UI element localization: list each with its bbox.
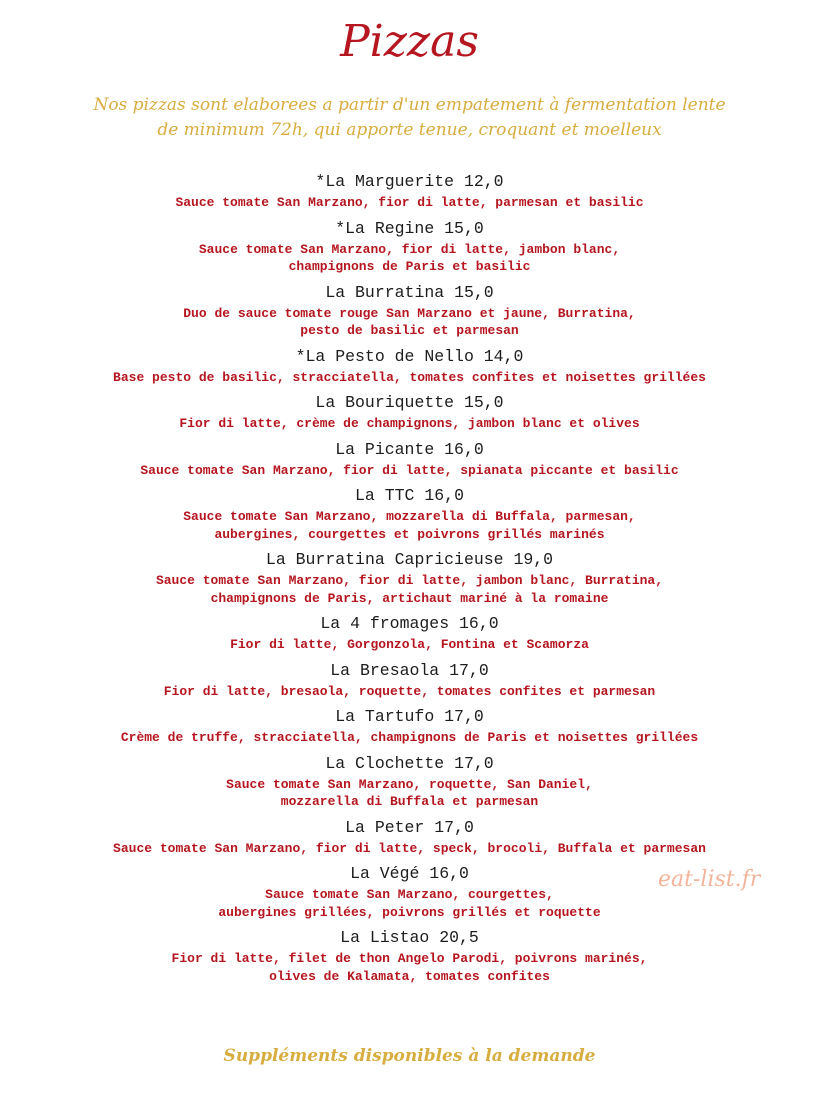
intro-line: Nos pizzas sont elaborees a partir d'un empatement à fermentation lente	[93, 95, 726, 115]
pizza-item	[0, 281, 819, 340]
pizza-item	[0, 438, 819, 480]
pizza-item	[0, 391, 819, 433]
pizza-description-line: Sauce tomate San Marzano, fior di latte, jambon blanc, Burratina,	[155, 573, 664, 588]
pizza-description	[0, 572, 819, 607]
pizza-description	[0, 950, 819, 985]
pizza-price: 19,0	[513, 550, 554, 569]
intro-text	[30, 93, 789, 143]
pizza-item	[0, 170, 819, 212]
pizza-name: La Burratina Capricieuse	[265, 550, 504, 569]
intro-line: de minimum 72h, qui apporte tenue, croquant et moelleux	[157, 120, 662, 140]
pizza-description-line: Fior di latte, bresaola, roquette, tomates confites et parmesan	[163, 683, 656, 699]
pizza-price: 15,0	[463, 393, 504, 412]
pizza-description	[0, 683, 819, 701]
pizza-name: La Burratina	[325, 282, 445, 302]
pizza-description-line: Duo de sauce tomate rouge San Marzano et jaune, Burratina,	[183, 305, 636, 321]
pizza-price: 17,0	[434, 817, 474, 837]
pizza-name: La Listao	[340, 928, 430, 947]
pizza-description-line: Base pesto de basilic, stracciatella, tomates confites et noisettes grillées	[113, 369, 706, 385]
pizza-name: *La Regine	[335, 218, 435, 238]
pizza-description-line: Sauce tomate San Marzano, fior di latte, speck, brocoli, Buffala et parmesan	[113, 840, 706, 856]
pizza-description-line: aubergines, courgettes et poivrons grillés marinés	[214, 526, 605, 542]
pizza-name: La Tartufo	[335, 707, 435, 726]
pizza-description	[0, 729, 819, 747]
pizza-item	[0, 752, 819, 811]
pizza-header	[0, 217, 819, 241]
pizza-price: 14,0	[483, 346, 524, 366]
pizza-price: 12,0	[463, 172, 504, 191]
pizza-description	[0, 462, 819, 480]
pizza-price: 15,0	[444, 218, 484, 238]
pizza-name: La Végé	[350, 864, 420, 883]
pizza-description-line: Sauce tomate San Marzano, fior di latte, parmesan et basilic	[175, 195, 644, 210]
pizza-header	[0, 705, 819, 729]
pizza-description-line: champignons de Paris, artichaut mariné à la romaine	[210, 590, 609, 606]
watermark-text: eat-list.fr	[658, 867, 761, 892]
pizza-description	[0, 369, 819, 387]
pizza-name: *La Pesto de Nello	[295, 346, 474, 366]
pizza-name: La Clochette	[325, 753, 445, 773]
pizza-price: 16,0	[424, 486, 464, 505]
pizza-description	[0, 636, 819, 654]
pizza-description-line: Fior di latte, Gorgonzola, Fontina et Scamorza	[230, 637, 589, 652]
pizza-price: 17,0	[454, 753, 494, 773]
pizza-item	[0, 484, 819, 543]
pizza-header	[0, 816, 819, 840]
pizza-name: La Peter	[345, 817, 425, 837]
pizza-item	[0, 612, 819, 654]
pizza-item	[0, 217, 819, 276]
pizza-description	[0, 776, 819, 811]
pizza-description-line: mozzarella di Buffala et parmesan	[280, 794, 539, 809]
pizza-item	[0, 659, 819, 701]
pizza-description-line: pesto de basilic et parmesan	[300, 323, 519, 338]
pizza-description-line: Sauce tomate San Marzano, fior di latte, jambon blanc,	[198, 241, 621, 257]
pizza-item	[0, 345, 819, 387]
pizza-header	[0, 752, 819, 776]
pizza-name: La Picante	[335, 439, 435, 459]
pizza-price: 20,5	[439, 928, 479, 947]
pizza-description	[0, 194, 819, 212]
pizza-header	[0, 548, 819, 572]
pizza-header	[0, 281, 819, 305]
pizza-header	[0, 345, 819, 369]
pizza-name: La Bouriquette	[315, 393, 455, 412]
pizza-price: 16,0	[429, 864, 469, 883]
pizza-name: La 4 fromages	[320, 614, 450, 633]
pizza-header	[0, 391, 819, 415]
pizza-description	[0, 305, 819, 340]
supplements-note: Suppléments disponibles à la demande	[223, 1046, 596, 1066]
pizza-price: 17,0	[444, 707, 484, 726]
pizza-description-line: Sauce tomate San Marzano, fior di latte, spianata piccante et basilic	[140, 462, 679, 478]
pizza-header	[0, 659, 819, 683]
pizza-description	[0, 508, 819, 543]
menu-title: Pizzas	[340, 16, 479, 67]
pizza-header	[0, 612, 819, 636]
pizza-price: 16,0	[459, 614, 499, 633]
pizza-description-line: Fior di latte, crème de champignons, jambon blanc et olives	[179, 416, 640, 431]
pizza-description-line: Fior di latte, filet de thon Angelo Parodi, poivrons marinés,	[171, 951, 648, 966]
pizza-price: 15,0	[454, 282, 494, 302]
pizza-header	[0, 438, 819, 462]
pizza-price: 16,0	[444, 439, 484, 459]
pizza-description	[0, 840, 819, 858]
pizza-header	[0, 484, 819, 508]
pizza-price: 17,0	[449, 660, 489, 680]
pizza-description-line: Crème de truffe, stracciatella, champignons de Paris et noisettes grillées	[120, 730, 699, 745]
pizza-name: La Bresaola	[330, 660, 440, 680]
pizza-item	[0, 548, 819, 607]
pizza-item	[0, 926, 819, 985]
pizza-item	[0, 705, 819, 747]
pizza-description-line: aubergines grillées, poivrons grillés et roquette	[218, 904, 601, 920]
pizza-header	[0, 926, 819, 950]
pizza-name: La TTC	[355, 486, 415, 505]
pizza-header	[0, 170, 819, 194]
pizza-description	[0, 241, 819, 276]
pizza-description	[0, 415, 819, 433]
pizza-description-line: Sauce tomate San Marzano, courgettes,	[265, 887, 554, 902]
pizza-description-line: Sauce tomate San Marzano, mozzarella di Buffala, parmesan,	[183, 509, 636, 524]
pizza-name: *La Marguerite	[315, 172, 455, 191]
pizza-description-line: Sauce tomate San Marzano, roquette, San Daniel,	[226, 776, 593, 792]
pizza-description-line: champignons de Paris et basilic	[288, 259, 531, 274]
pizza-item	[0, 816, 819, 858]
pizza-description-line: olives de Kalamata, tomates confites	[269, 968, 550, 984]
